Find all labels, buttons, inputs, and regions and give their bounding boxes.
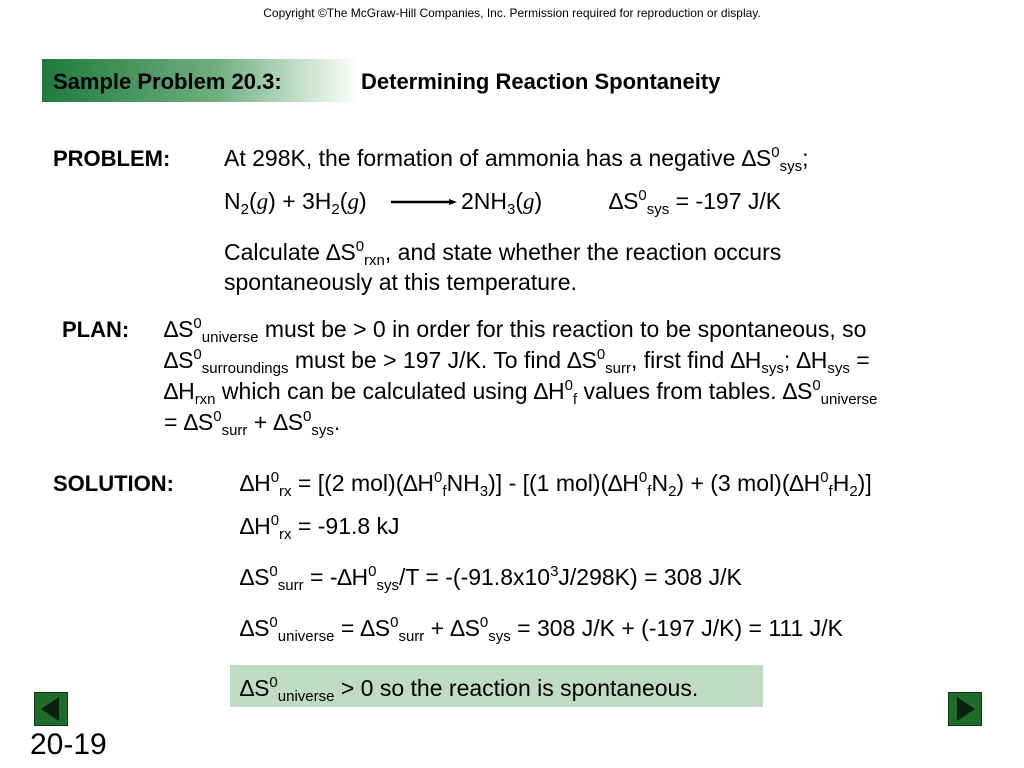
calculate-line-1: Calculate $\Delta S^0_{rxn}$, and state whether the reaction occurs <box>224 238 782 269</box>
previous-slide-button[interactable] <box>34 692 68 726</box>
plan-line-2: $\Delta S^0_{surroundings}$ must be > 197 J/K. To find $\Delta S^0_{surr}$, first find $\Delta H_{sys}$; $\Delta H_{sys}$ = <box>164 346 870 377</box>
solution-line-1: $\Delta H^0_{rx} = [(2$ $mol)(\Delta H^0_fNH_3)] - [(1$ $mol)(\Delta H^0_fN_2) + (3$ $mol)(\Delta H^0_fH_2)$] <box>240 469 872 500</box>
reaction-reactants: $N_2(g) + 3H_2(g)$ <box>224 188 367 218</box>
page-title: Determining Reaction Spontaneity <box>361 69 721 94</box>
solution-line-4: $\Delta S^0_{universe} = \Delta S^0_{surr} + \Delta S^0_{sys} = 308$ J/K + (-197 J/K) = 111 J/K <box>240 614 843 645</box>
conclusion-text: $\Delta S^0_{universe} > 0$ so the reaction is spontaneous. <box>240 674 699 705</box>
problem-label: PROBLEM: <box>53 146 171 171</box>
title-problem-number: Sample Problem 20.3: <box>53 69 282 94</box>
reaction-product: $2NH_3(g)$ <box>461 188 543 218</box>
copyright-notice: Copyright ©The McGraw-Hill Companies, Inc. Permission required for reproduction or display. <box>263 6 761 20</box>
plan-label: PLAN: <box>62 317 130 342</box>
plan-line-3: $\Delta H_{rxn}$ which can be calculated using $\Delta H^0_f$ values from tables. $\Delta S^0_{universe}$ <box>164 377 878 408</box>
solution-line-2: $\Delta H^0_{rx} = -91.8$ kJ <box>240 512 400 543</box>
next-slide-button[interactable] <box>948 692 982 726</box>
reaction-arrow-icon <box>391 199 457 205</box>
problem-line-1: At 298K, the formation of ammonia has a negative $\Delta S^0_{sys}$; <box>224 144 809 175</box>
triangle-left-icon <box>35 693 67 725</box>
plan-line-4: = $\Delta S^0_{surr} + \Delta S^0_{sys}$. <box>164 408 341 439</box>
triangle-right-icon <box>949 693 981 725</box>
entropy-sys-value: $\Delta S^0_{sys} = -197$ J/K <box>609 187 782 218</box>
solution-line-3: $\Delta S^0_{surr} = -\Delta H^0_{sys}/T = -(-91.8x10^3J/298K) = 308$ J/K <box>240 563 742 594</box>
calculate-line-2: spontaneously at this temperature. <box>224 269 577 295</box>
solution-label: SOLUTION: <box>53 471 174 496</box>
slide-number: 20-19 <box>30 728 107 761</box>
plan-line-1: $\Delta S^0_{universe}$ must be > 0 in order for this reaction to be spontaneous, so <box>164 315 867 346</box>
